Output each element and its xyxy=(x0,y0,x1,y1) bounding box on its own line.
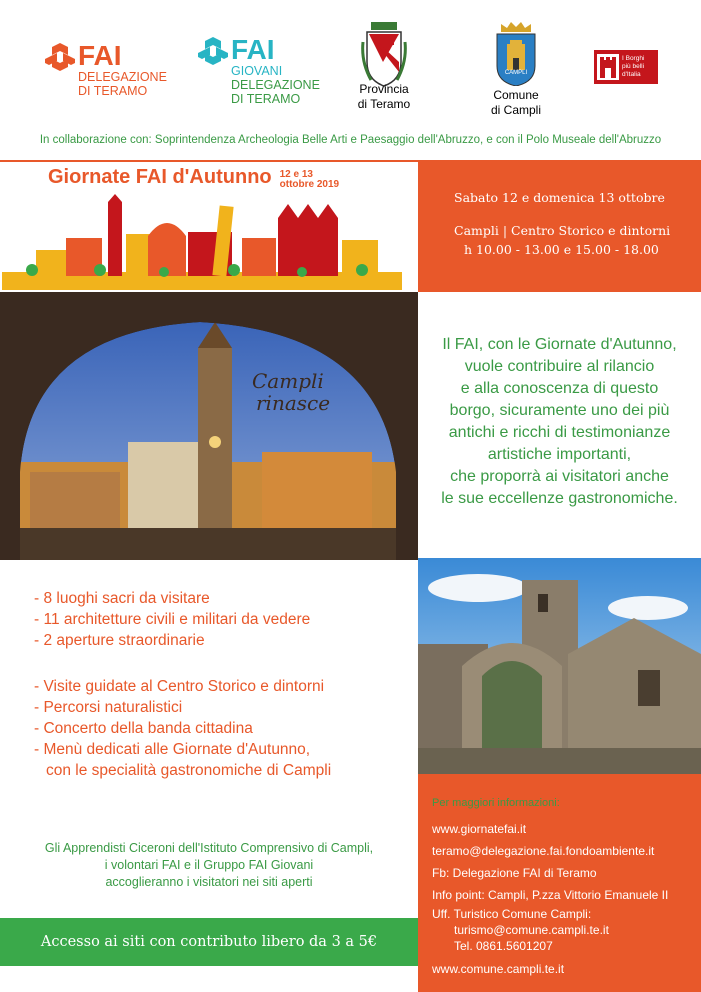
italian-monuments-illustration xyxy=(2,194,402,290)
info-office-email[interactable]: turismo@comune.campli.te.it xyxy=(454,923,609,937)
fai-giovani-title: FAI xyxy=(231,34,275,65)
fai-orange-mark-icon xyxy=(45,42,75,72)
description-line: borgo, sicuramente uno dei più xyxy=(449,402,670,419)
photo-caption-line1: Campli xyxy=(252,369,324,393)
schedule-box xyxy=(418,160,701,292)
info-website[interactable]: www.giornatefai.it xyxy=(432,822,527,836)
list-item: - Menù dedicati alle Giornate d'Autunno, xyxy=(34,741,311,758)
fai-giovani-line3: DI TERAMO xyxy=(231,92,301,106)
info-point: Info point: Campli, P.zza Vittorio Emanuele II xyxy=(432,888,669,902)
schedule-days: Sabato 12 e domenica 13 ottobre xyxy=(454,190,665,205)
description-text xyxy=(418,334,701,510)
list-item: - Visite guidate al Centro Storico e dintorni xyxy=(34,678,325,695)
giornate-banner xyxy=(0,160,418,290)
photo-caption-line2: rinasce xyxy=(256,391,331,415)
info-comune-site[interactable]: www.comune.campli.te.it xyxy=(432,962,565,976)
description-line: che proporrà ai visitatori anche xyxy=(450,468,669,485)
fai-giovani-line2: DELEGAZIONE xyxy=(231,78,320,92)
banner-title: Giornate FAI d'Autunno xyxy=(48,166,272,188)
description-line: vuole contribuire al rilancio xyxy=(464,358,655,375)
description-line: artistiche importanti, xyxy=(487,446,632,463)
banner-dates-line2: ottobre 2019 xyxy=(279,179,340,190)
borghi-line3: d'Italia xyxy=(622,71,641,78)
schedule-hours: h 10.00 - 13.00 e 15.00 - 18.00 xyxy=(464,242,659,257)
volunteers-line: accoglieranno i visitatori nei siti aperti xyxy=(105,875,313,889)
comune-crest-text: CAMPLI xyxy=(504,70,528,76)
info-email[interactable]: teramo@delegazione.fai.fondoambiente.it xyxy=(432,844,655,858)
access-text: Accesso ai siti con contributo libero da 3 a 5€ xyxy=(40,934,378,950)
activities-list xyxy=(34,676,418,781)
comune-logo xyxy=(484,22,548,118)
fai-giovani-line1: GIOVANI xyxy=(231,64,283,78)
description-line: antichi e ricchi di testimonianze xyxy=(448,424,671,441)
fai-delegazione-line1: DELEGAZIONE xyxy=(78,70,167,84)
access-bar xyxy=(0,918,418,966)
fai-title: FAI xyxy=(78,40,122,71)
comune-crest-icon xyxy=(493,22,539,86)
borghi-line1: I Borghi xyxy=(622,55,645,62)
comune-line2: di Campli xyxy=(490,103,541,117)
borghi-line2: più belli xyxy=(622,63,645,70)
list-item: - 11 architetture civili e militari da vedere xyxy=(34,611,311,628)
list-item: con le specialità gastronomiche di Campli xyxy=(46,762,332,779)
banner-dates-line1: 12 e 13 xyxy=(279,169,313,180)
list-item: - 2 aperture straordinarie xyxy=(34,632,205,649)
provincia-line1: Provincia xyxy=(359,82,409,96)
fai-teal-mark-icon xyxy=(198,36,228,66)
provincia-crest-icon xyxy=(361,22,407,78)
info-box xyxy=(418,774,701,992)
description-line: e alla conoscenza di questo xyxy=(460,380,659,397)
borghi-logo xyxy=(594,50,658,84)
provincia-line2: di Teramo xyxy=(357,97,411,111)
list-item: - 8 luoghi sacri da visitare xyxy=(34,590,210,607)
collaboration-text: In collaborazione con: Soprintendenza Archeologia Belle Arti e Paesaggio dell'Abruzzo, e con il Polo Museale dell'Abruzzo xyxy=(39,134,662,146)
info-heading: Per maggiori informazioni: xyxy=(432,797,560,809)
schedule-place: Campli | Centro Storico e dintorni xyxy=(454,223,671,238)
borghi-castle-icon xyxy=(597,54,619,80)
campli-square-photo xyxy=(0,292,418,560)
description-line: Il FAI, con le Giornate d'Autunno, xyxy=(442,336,677,353)
list-item: - Percorsi naturalistici xyxy=(34,699,183,716)
info-office: Uff. Turistico Comune Campli: xyxy=(432,907,592,921)
description-line: le sue eccellenze gastronomiche. xyxy=(441,490,678,507)
volunteers-line: i volontari FAI e il Gruppo FAI Giovani xyxy=(104,858,314,872)
fai-delegazione-logo xyxy=(45,42,167,98)
comune-line1: Comune xyxy=(493,88,539,102)
info-facebook: Fb: Delegazione FAI di Teramo xyxy=(432,866,597,880)
fai-delegazione-line2: DI TERAMO xyxy=(78,84,148,98)
highlights-list xyxy=(34,588,414,651)
volunteers-line: Gli Apprendisti Ciceroni dell'Istituto Comprensivo di Campli, xyxy=(44,841,374,855)
volunteers-text xyxy=(0,840,418,891)
fai-giovani-logo xyxy=(198,36,320,106)
provincia-logo xyxy=(352,22,416,112)
list-item: - Concerto della banda cittadina xyxy=(34,720,253,737)
stone-church-photo xyxy=(418,558,701,774)
info-office-tel: Tel. 0861.5601207 xyxy=(454,939,553,953)
